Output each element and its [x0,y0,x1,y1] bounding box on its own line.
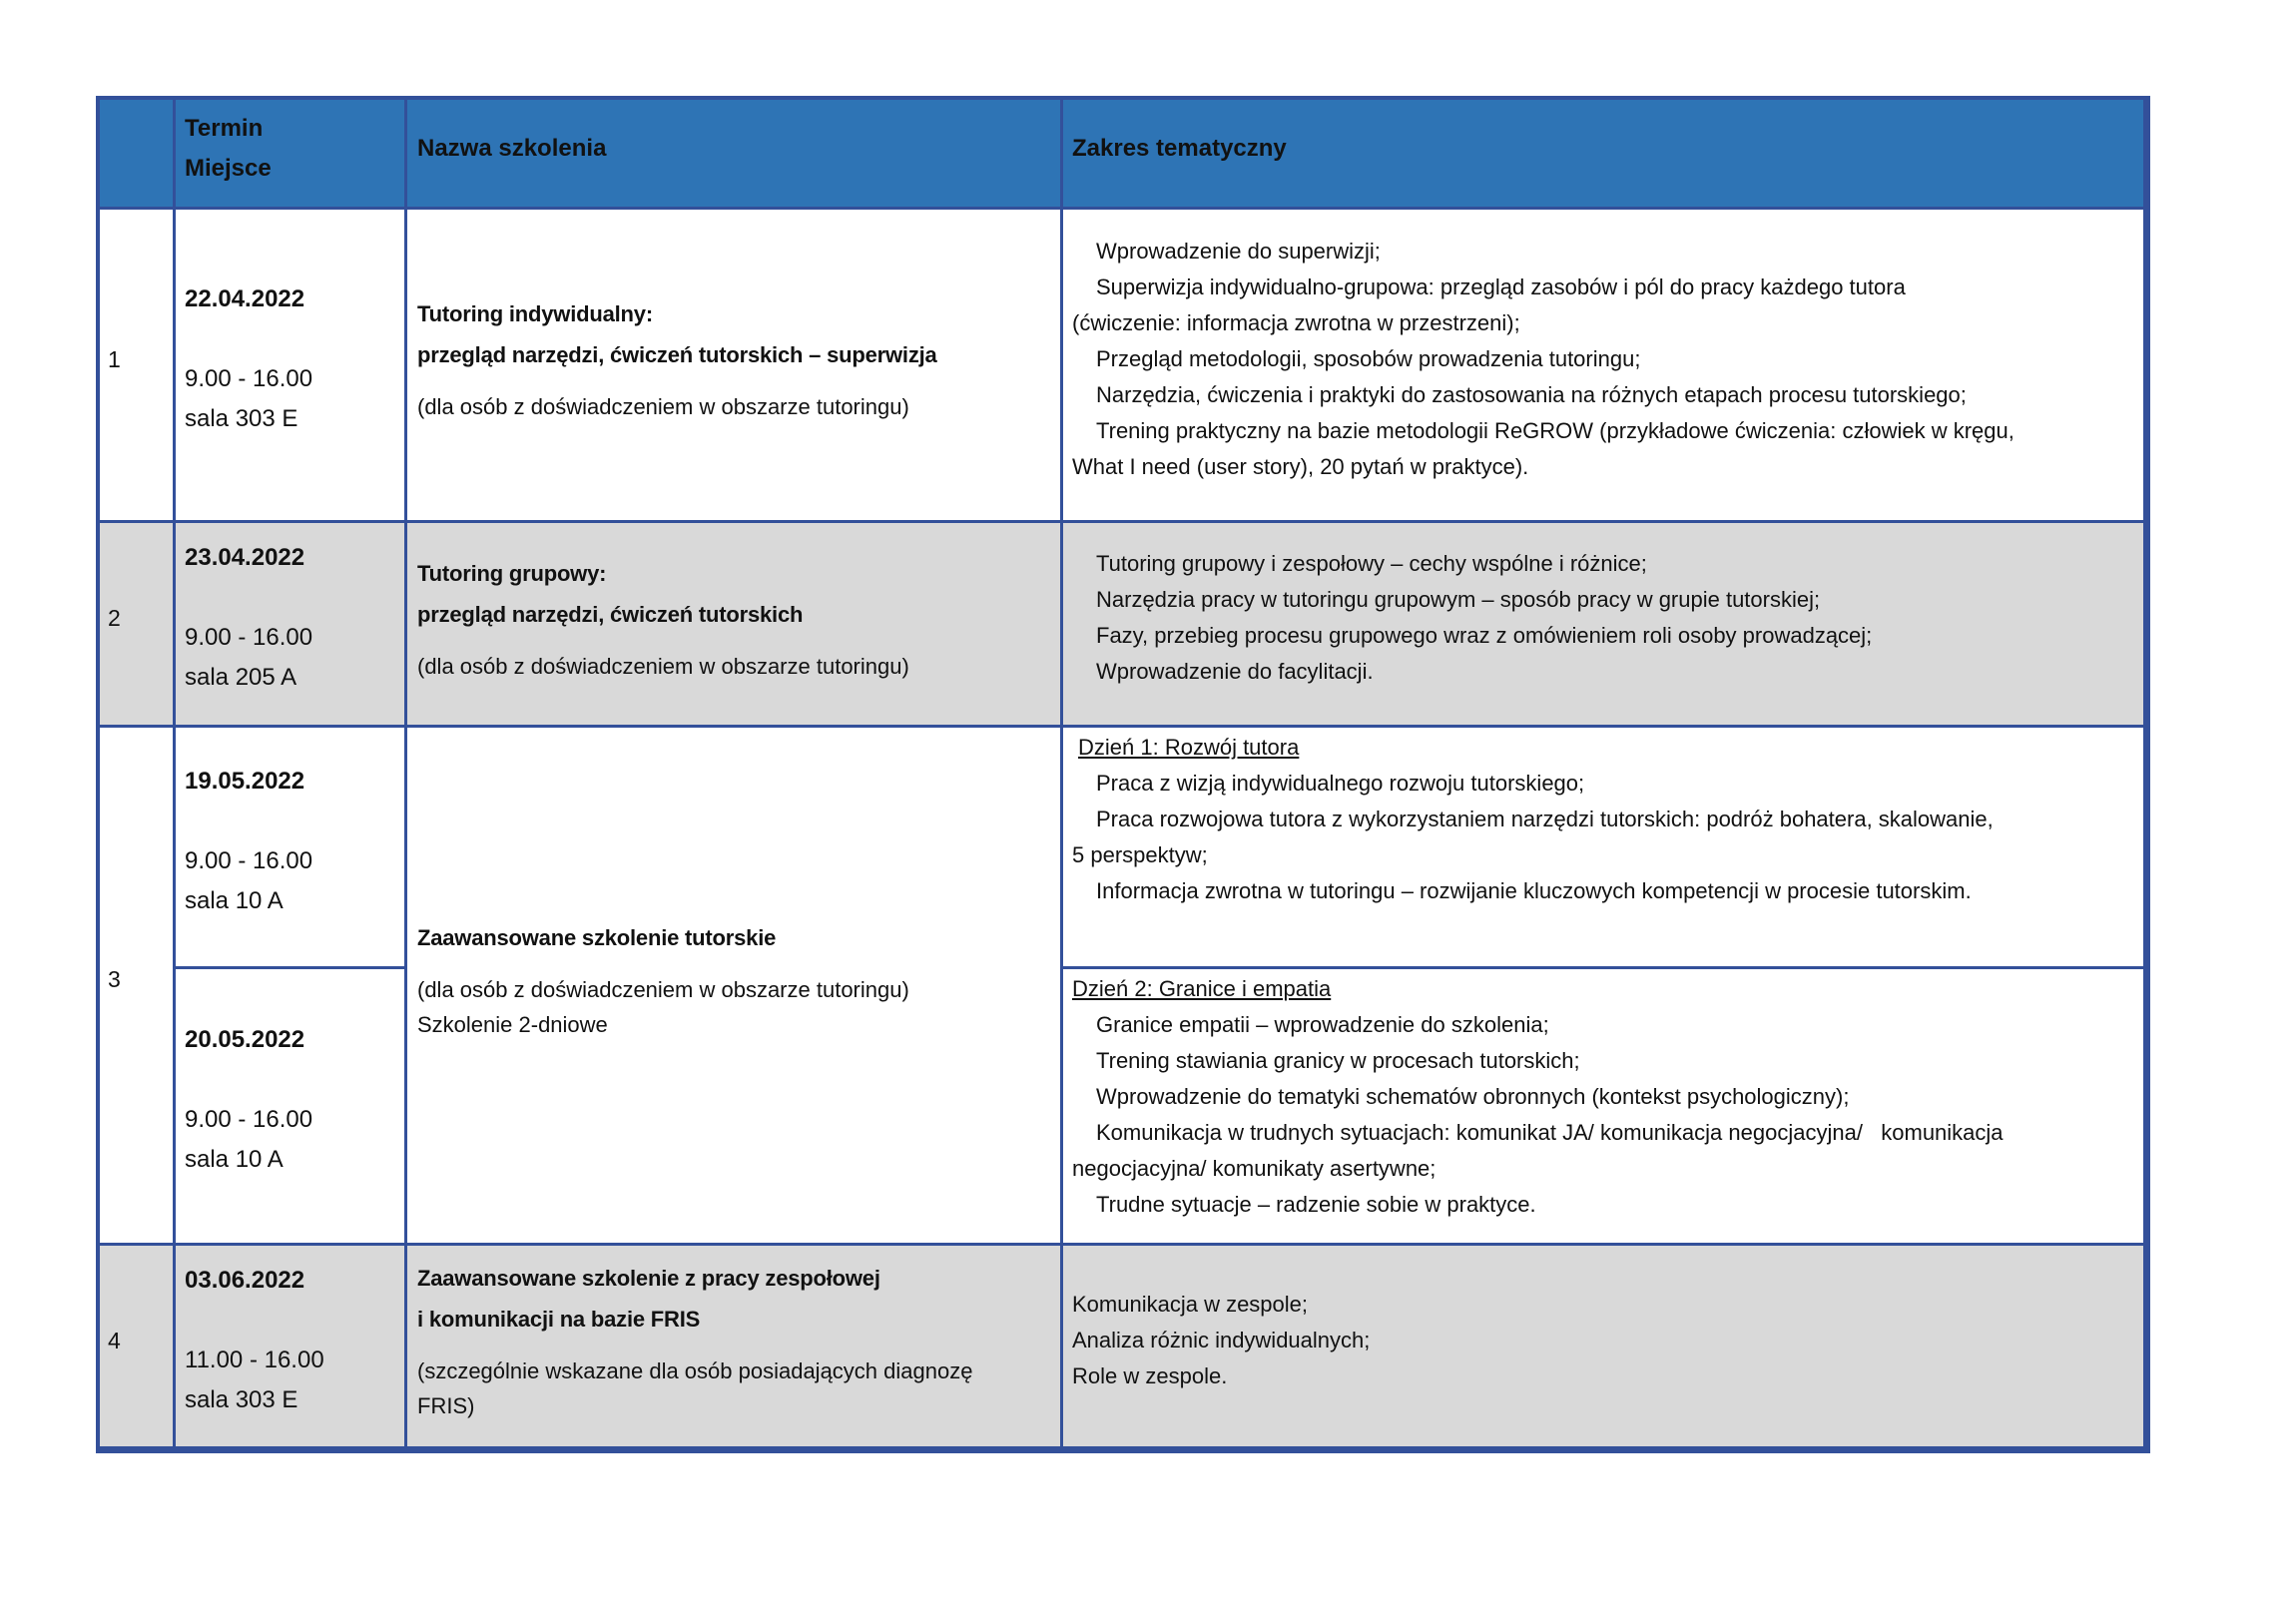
training-room: sala 303 E [185,1385,298,1413]
training-title: Tutoring indywidualny: przegląd narzędzi, ćwiczeń tutorskich – superwizja [417,301,937,367]
header-place-label: Miejsce [185,154,272,182]
training-room: sala 10 A [185,1146,284,1173]
training-scope-cell [1063,523,2146,728]
header-cell-number [100,100,176,210]
training-date: 20.05.2022 [185,1026,305,1053]
training-scope-cell [1063,210,2146,523]
date-place-cell-day-1 [176,728,407,969]
row-number-cell [100,210,176,523]
row-number-cell [100,523,176,728]
training-schedule-table [100,100,2146,1449]
training-name-cell [407,523,1063,728]
scope-item: Praca rozwojowa tutora z wykorzystaniem narzędzi tutorskich: podróż bohatera, skalowanie, 5 perspektyw; [1072,807,1994,867]
training-title: Zaawansowane szkolenie tutorskie [417,924,777,950]
scope-item: Przegląd metodologii, sposobów prowadzenia tutoringu; [1096,345,1641,371]
row-number: 1 [108,345,121,372]
header-cell-term-place [176,100,407,210]
training-scope-cell-day-1 [1063,728,2146,969]
scope-item: Role w zespole. [1072,1362,1228,1388]
scope-item: Komunikacja w zespole; [1072,1291,1309,1317]
scope-item: Wprowadzenie do facylitacji. [1096,659,1374,684]
training-name-cell [407,210,1063,523]
scope-item: Superwizja indywidualno-grupowa: przegląd zasobów i pól do pracy każdego tutora (ćwiczenie: informacja zwrotna w przestrzeni); [1072,273,1906,335]
training-room: sala 10 A [185,886,284,914]
training-duration-note: Szkolenie 2-dniowe [417,1011,608,1037]
header-term-label: Termin [185,114,264,142]
scope-item: Trening stawiania granicy w procesach tutorskich; [1096,1048,1580,1073]
row-number-cell [100,728,176,1246]
date-place-cell [176,1246,407,1449]
scope-item: Fazy, przebieg procesu grupowego wraz z omówieniem roli osoby prowadzącej; [1096,623,1873,648]
training-note: (dla osób z doświadczeniem w obszarze tutoringu) [417,976,909,1002]
date-place-cell [176,523,407,728]
scope-item: Tutoring grupowy i zespołowy – cechy wspólne i różnice; [1096,551,1647,576]
training-room: sala 303 E [185,404,298,432]
header-cell-scope [1063,100,2146,210]
scope-item: Analiza różnic indywidualnych; [1072,1327,1371,1352]
scope-item: Komunikacja w trudnych sytuacjach: komunikat JA/ komunikacja negocjacyjna/ komunikacja negocjacyjna/ komunikaty asertywne; [1072,1120,2004,1181]
training-date: 23.04.2022 [185,544,305,571]
training-note: (dla osób z doświadczeniem w obszarze tutoringu) [417,394,909,419]
training-scope-cell [1063,1246,2146,1449]
row-number: 3 [108,966,121,992]
row-number: 4 [108,1327,121,1353]
day-heading: Dzień 2: Granice i empatia [1072,976,1332,1001]
training-name-cell [407,728,1063,1246]
scope-item: Granice empatii – wprowadzenie do szkolenia; [1096,1012,1549,1037]
training-title: Tutoring grupowy: przegląd narzędzi, ćwiczeń tutorskich [417,560,804,627]
training-time: 9.00 - 16.00 [185,364,313,392]
scope-item: Trudne sytuacje – radzenie sobie w praktyce. [1096,1192,1536,1217]
row-number-cell [100,1246,176,1449]
header-scope-label: Zakres tematyczny [1072,134,1287,162]
header-name-label: Nazwa szkolenia [417,134,607,162]
header-cell-name [407,100,1063,210]
training-time: 9.00 - 16.00 [185,624,313,651]
scope-item: Narzędzia pracy w tutoringu grupowym – sposób pracy w grupie tutorskiej; [1096,587,1821,612]
date-place-cell-day-2 [176,969,407,1246]
date-place-cell [176,210,407,523]
training-title: Zaawansowane szkolenie z pracy zespołowej i komunikacji na bazie FRIS [417,1265,880,1332]
training-note: (dla osób z doświadczeniem w obszarze tutoringu) [417,653,909,679]
training-room: sala 205 A [185,664,297,691]
training-date: 03.06.2022 [185,1266,305,1294]
scope-item: Narzędzia, ćwiczenia i praktyki do zastosowania na różnych etapach procesu tutorskiego; [1096,381,1967,407]
scope-item: Praca z wizją indywidualnego rozwoju tutorskiego; [1096,771,1585,796]
training-date: 22.04.2022 [185,284,305,312]
row-number: 2 [108,605,121,631]
training-scope-cell-day-2 [1063,969,2146,1246]
training-note: (szczególnie wskazane dla osób posiadających diagnozę FRIS) [417,1357,973,1418]
training-date: 19.05.2022 [185,767,305,795]
training-time: 9.00 - 16.00 [185,1106,313,1133]
scope-item: Wprowadzenie do tematyki schematów obronnych (kontekst psychologiczny); [1096,1084,1850,1109]
scope-item: Wprowadzenie do superwizji; [1096,238,1381,264]
scope-item: Trening praktyczny na bazie metodologii ReGROW (przykładowe ćwiczenia: człowiek w kręgu, What I need (user story), 20 pytań w praktyce). [1072,417,2014,479]
scope-item: Informacja zwrotna w tutoringu – rozwijanie kluczowych kompetencji w procesie tutorskim. [1096,878,1972,903]
training-time: 9.00 - 16.00 [185,846,313,874]
day-heading: Dzień 1: Rozwój tutora [1078,735,1300,760]
training-time: 11.00 - 16.00 [185,1346,324,1373]
training-name-cell [407,1246,1063,1449]
